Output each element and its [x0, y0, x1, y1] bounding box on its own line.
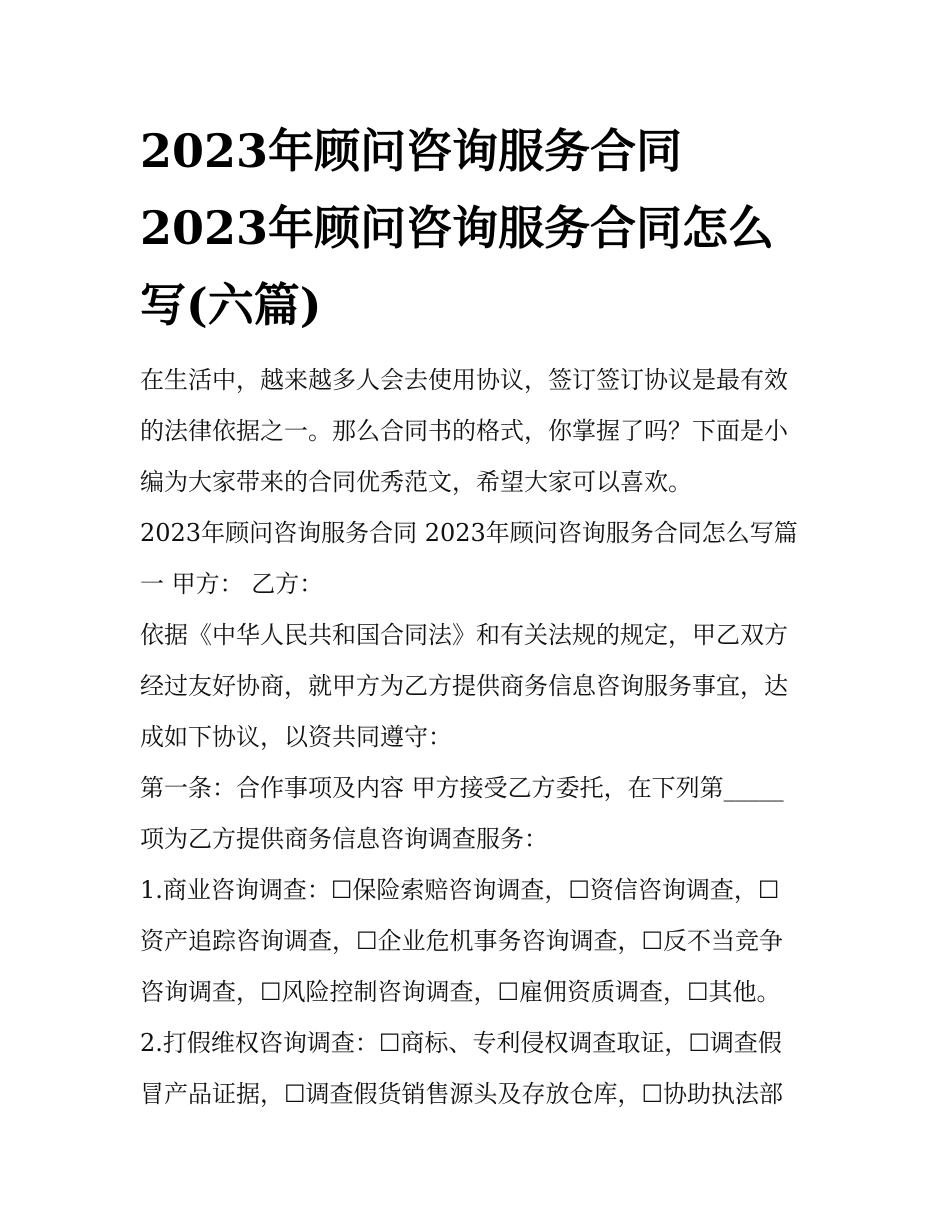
text-line: 资产追踪咨询调查，☐企业危机事务咨询调查，☐反不当竞争 — [140, 927, 784, 955]
item-1-paragraph — [140, 865, 830, 1018]
text-line: 在生活中，越来越多人会去使用协议，签订签订协议是最有效 — [140, 366, 788, 394]
text-line: 成如下协议，以资共同遵守： — [140, 723, 452, 751]
text-line: 项为乙方提供商务信息咨询调查服务： — [140, 825, 548, 853]
text-line: 经过友好协商，就甲方为乙方提供商务信息咨询服务事宜，达 — [140, 672, 788, 700]
document-body — [140, 355, 830, 1120]
text-line: 2.打假维权咨询调查：☐商标、专利侵权调查取证，☐调查假 — [140, 1029, 782, 1057]
article-1-paragraph — [140, 763, 830, 865]
text-line: 冒产品证据，☐调查假货销售源头及存放仓库，☐协助执法部 — [140, 1080, 784, 1108]
text-line: 第一条：合作事项及内容 甲方接受乙方委托，在下列第_____ — [140, 774, 784, 802]
title-line: 写(六篇) — [140, 278, 322, 332]
text-line: 编为大家带来的合同优秀范文，希望大家可以喜欢。 — [140, 468, 692, 496]
item-2-paragraph — [140, 1018, 830, 1120]
basis-paragraph — [140, 610, 830, 763]
text-line: 一 甲方： 乙方： — [140, 570, 324, 598]
document-title — [140, 113, 820, 344]
title-line: 2023年顾问咨询服务合同怎么 — [140, 201, 775, 255]
title-line: 2023年顾问咨询服务合同 — [140, 124, 683, 178]
text-line: 的法律依据之一。那么合同书的格式，你掌握了吗？下面是小 — [140, 417, 788, 445]
text-line: 1.商业咨询调查：☐保险索赔咨询调查，☐资信咨询调查，☐ — [140, 876, 780, 904]
text-line: 2023年顾问咨询服务合同 2023年顾问咨询服务合同怎么写篇 — [140, 519, 798, 547]
section-heading-paragraph — [140, 508, 830, 610]
text-line: 咨询调查，☐风险控制咨询调查，☐雇佣资质调查，☐其他。 — [140, 978, 781, 1006]
text-line: 依据《中华人民共和国合同法》和有关法规的规定，甲乙双方 — [140, 621, 788, 649]
intro-paragraph — [140, 355, 830, 508]
